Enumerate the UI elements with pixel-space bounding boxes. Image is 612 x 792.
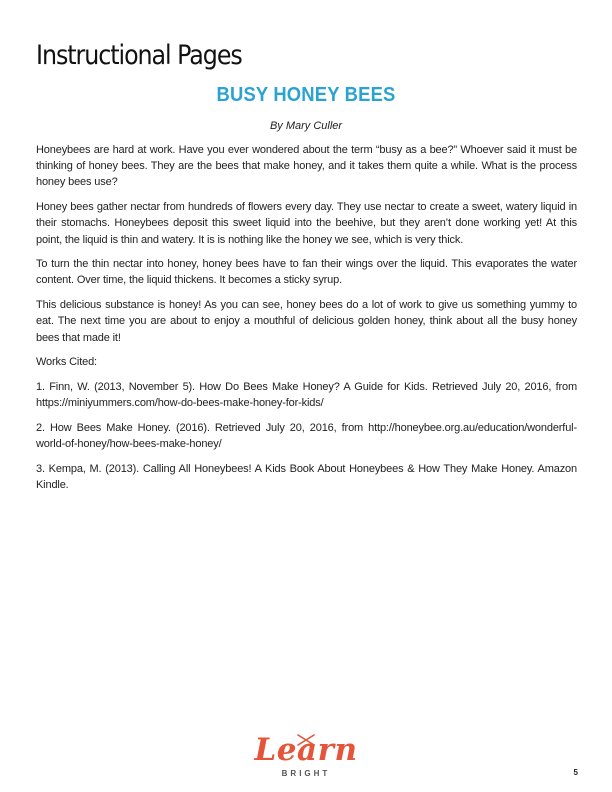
citation: 2. How Bees Make Honey. (2016). Retrieved July 20, 2016, from http://honeybee.org.au/education/wonderful-world-of-honey/how-bees-make-honey/ [36, 421, 577, 451]
logo-subtitle: BRIGHT [281, 769, 331, 778]
page-number: 5 [573, 768, 578, 777]
section-title: Instructional Pages [36, 40, 242, 71]
works-cited-label: Works Cited: [36, 356, 97, 369]
paragraph: Honey bees gather nectar from hundreds of flowers every day. They use nectar to create a sweet, watery liquid in their stomachs. Honeybees deposit this sweet liquid into the beehive, but they aren’t done working yet! At this point, the liquid is thin and watery. It is is nothing like the honey we see, which is very thick. [36, 201, 577, 246]
paragraph: Honeybees are hard at work. Have you ever wondered about the term “busy as a bee?” Whoever said it must be thinking of honey bees. They are the bees that make honey, and it takes them quite a while. What is the process honey bees use? [36, 144, 577, 189]
article-body [36, 142, 577, 502]
byline: By Mary Culler [269, 120, 343, 132]
paragraph: This delicious substance is honey! As you can see, honey bees do a lot of work to give us something yummy to eat. The next time you are about to enjoy a mouthful of delicious golden honey, think about all the busy honey bees that made it! [36, 299, 577, 344]
logo-wordmark: Learn [254, 732, 358, 768]
paragraph: To turn the thin nectar into honey, honey bees have to fan their wings over the liquid. This evaporates the water content. Over time, the liquid thickens. It becomes a sticky syrup. [36, 258, 577, 287]
article-title: BUSY HONEY BEES [216, 84, 396, 106]
citation: 3. Kempa, M. (2013). Calling All Honeybees! A Kids Book About Honeybees & How They Make Honey. Amazon Kindle. [36, 462, 577, 491]
citation: 1. Finn, W. (2013, November 5). How Do Bees Make Honey? A Guide for Kids. Retrieved July 20, 2016, from https://miniyummers.com/how-do-bees-make-honey-for-kids/ [36, 380, 577, 410]
